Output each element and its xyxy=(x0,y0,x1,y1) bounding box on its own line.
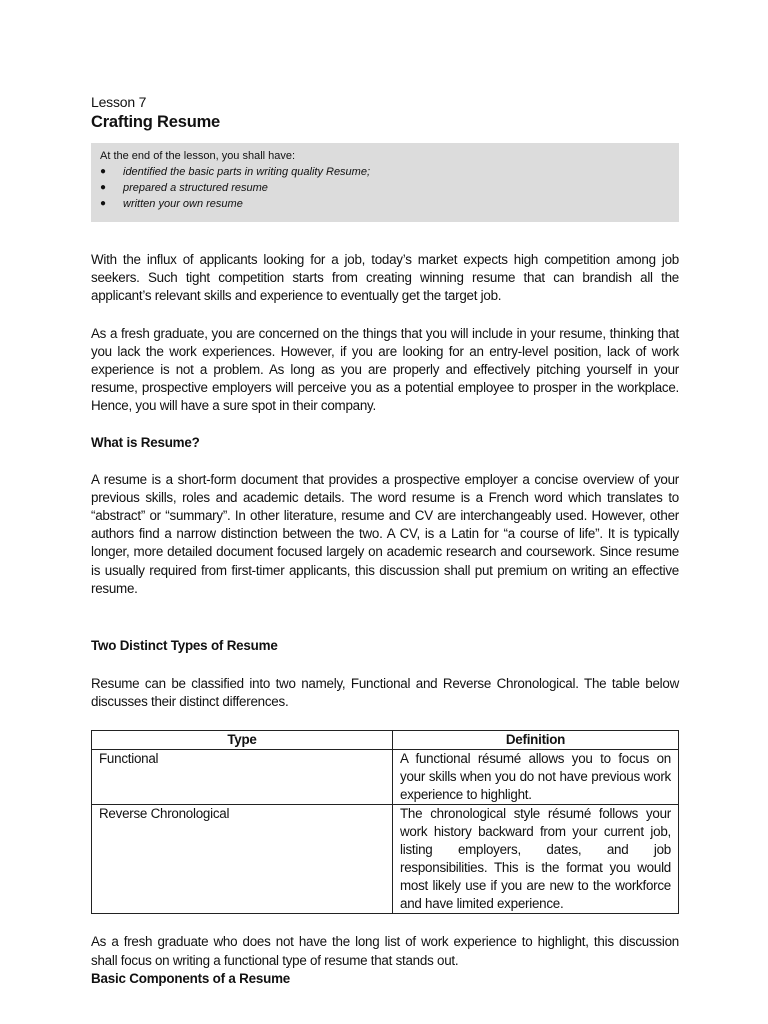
table-header-row xyxy=(92,731,679,750)
section-heading-types: Two Distinct Types of Resume xyxy=(91,638,278,654)
table-header-type: Type xyxy=(92,731,393,750)
objective-item: ● written your own resume xyxy=(100,198,243,210)
bullet-icon: ● xyxy=(100,198,107,209)
table-cell-type: Reverse Chronological xyxy=(92,805,393,914)
section-heading-basic-components: Basic Components of a Resume xyxy=(91,970,291,986)
objective-item: ● prepared a structured resume xyxy=(100,182,268,194)
fresh-graduate-paragraph: As a fresh graduate, you are concerned on the things that you will include in your resume, thinking that you lack the work experiences. However, if you are looking for an entry-level position, lack of work experience is not a problem. As long as you are properly and effectively pitching yourself in your resume, prospective employers will perceive you as a potential employee to prosper in the workplace. Hence, you will have a sure spot in their company. xyxy=(91,325,679,414)
objectives-box xyxy=(91,143,679,222)
table-row xyxy=(92,750,679,805)
table-cell-definition: A functional résumé allows you to focus on your skills when you do not have previous work experience to highlight. xyxy=(393,750,679,805)
lesson-title: Crafting Resume xyxy=(91,113,221,131)
table-cell-definition: The chronological style résumé follows your work history backward from your current job, listing employers, dates, and job responsibilities. This is the format you would most likely use if you are new to the workforce and have limited experience. xyxy=(393,805,679,914)
objectives-intro: At the end of the lesson, you shall have: xyxy=(100,150,296,162)
objective-item: ● identified the basic parts in writing quality Resume; xyxy=(100,166,371,178)
lesson-number: Lesson 7 xyxy=(91,94,147,110)
table-row xyxy=(92,805,679,914)
table-header-definition: Definition xyxy=(393,731,679,750)
types-intro-paragraph: Resume can be classified into two namely, Functional and Reverse Chronological. The table below discusses their distinct differences. xyxy=(91,676,679,710)
table-cell-type: Functional xyxy=(92,750,393,805)
bullet-icon: ● xyxy=(100,182,107,193)
resume-types-table xyxy=(91,730,679,914)
document-page xyxy=(91,94,679,988)
functional-focus-paragraph: As a fresh graduate who does not have the long list of work experience to highlight, this discussion shall focus on writing a functional type of resume that stands out. xyxy=(91,934,679,968)
resume-definition-paragraph: A resume is a short-form document that provides a prospective employer a concise overview of your previous skills, roles and academic details. The word resume is a French word which translates to “abstract” or “summary”. In other literature, resume and CV are interchangeably used. However, other authors find a narrow distinction between the two. A CV, is a Latin for “a course of life”. It is typically longer, more detailed document focused largely on academic research and coursework. Since resume is usually required from first-timer applicants, this discussion shall put premium on writing an effective resume. xyxy=(91,471,679,596)
intro-paragraph: With the influx of applicants looking for a job, today’s market expects high competition among job seekers. Such tight competition starts from creating winning resume that can brandish all the applicant’s relevant skills and experience to eventually get the target job. xyxy=(91,252,679,304)
objectives-list xyxy=(100,164,670,212)
section-heading-what-is-resume: What is Resume? xyxy=(91,434,200,450)
bullet-icon: ● xyxy=(100,166,107,177)
